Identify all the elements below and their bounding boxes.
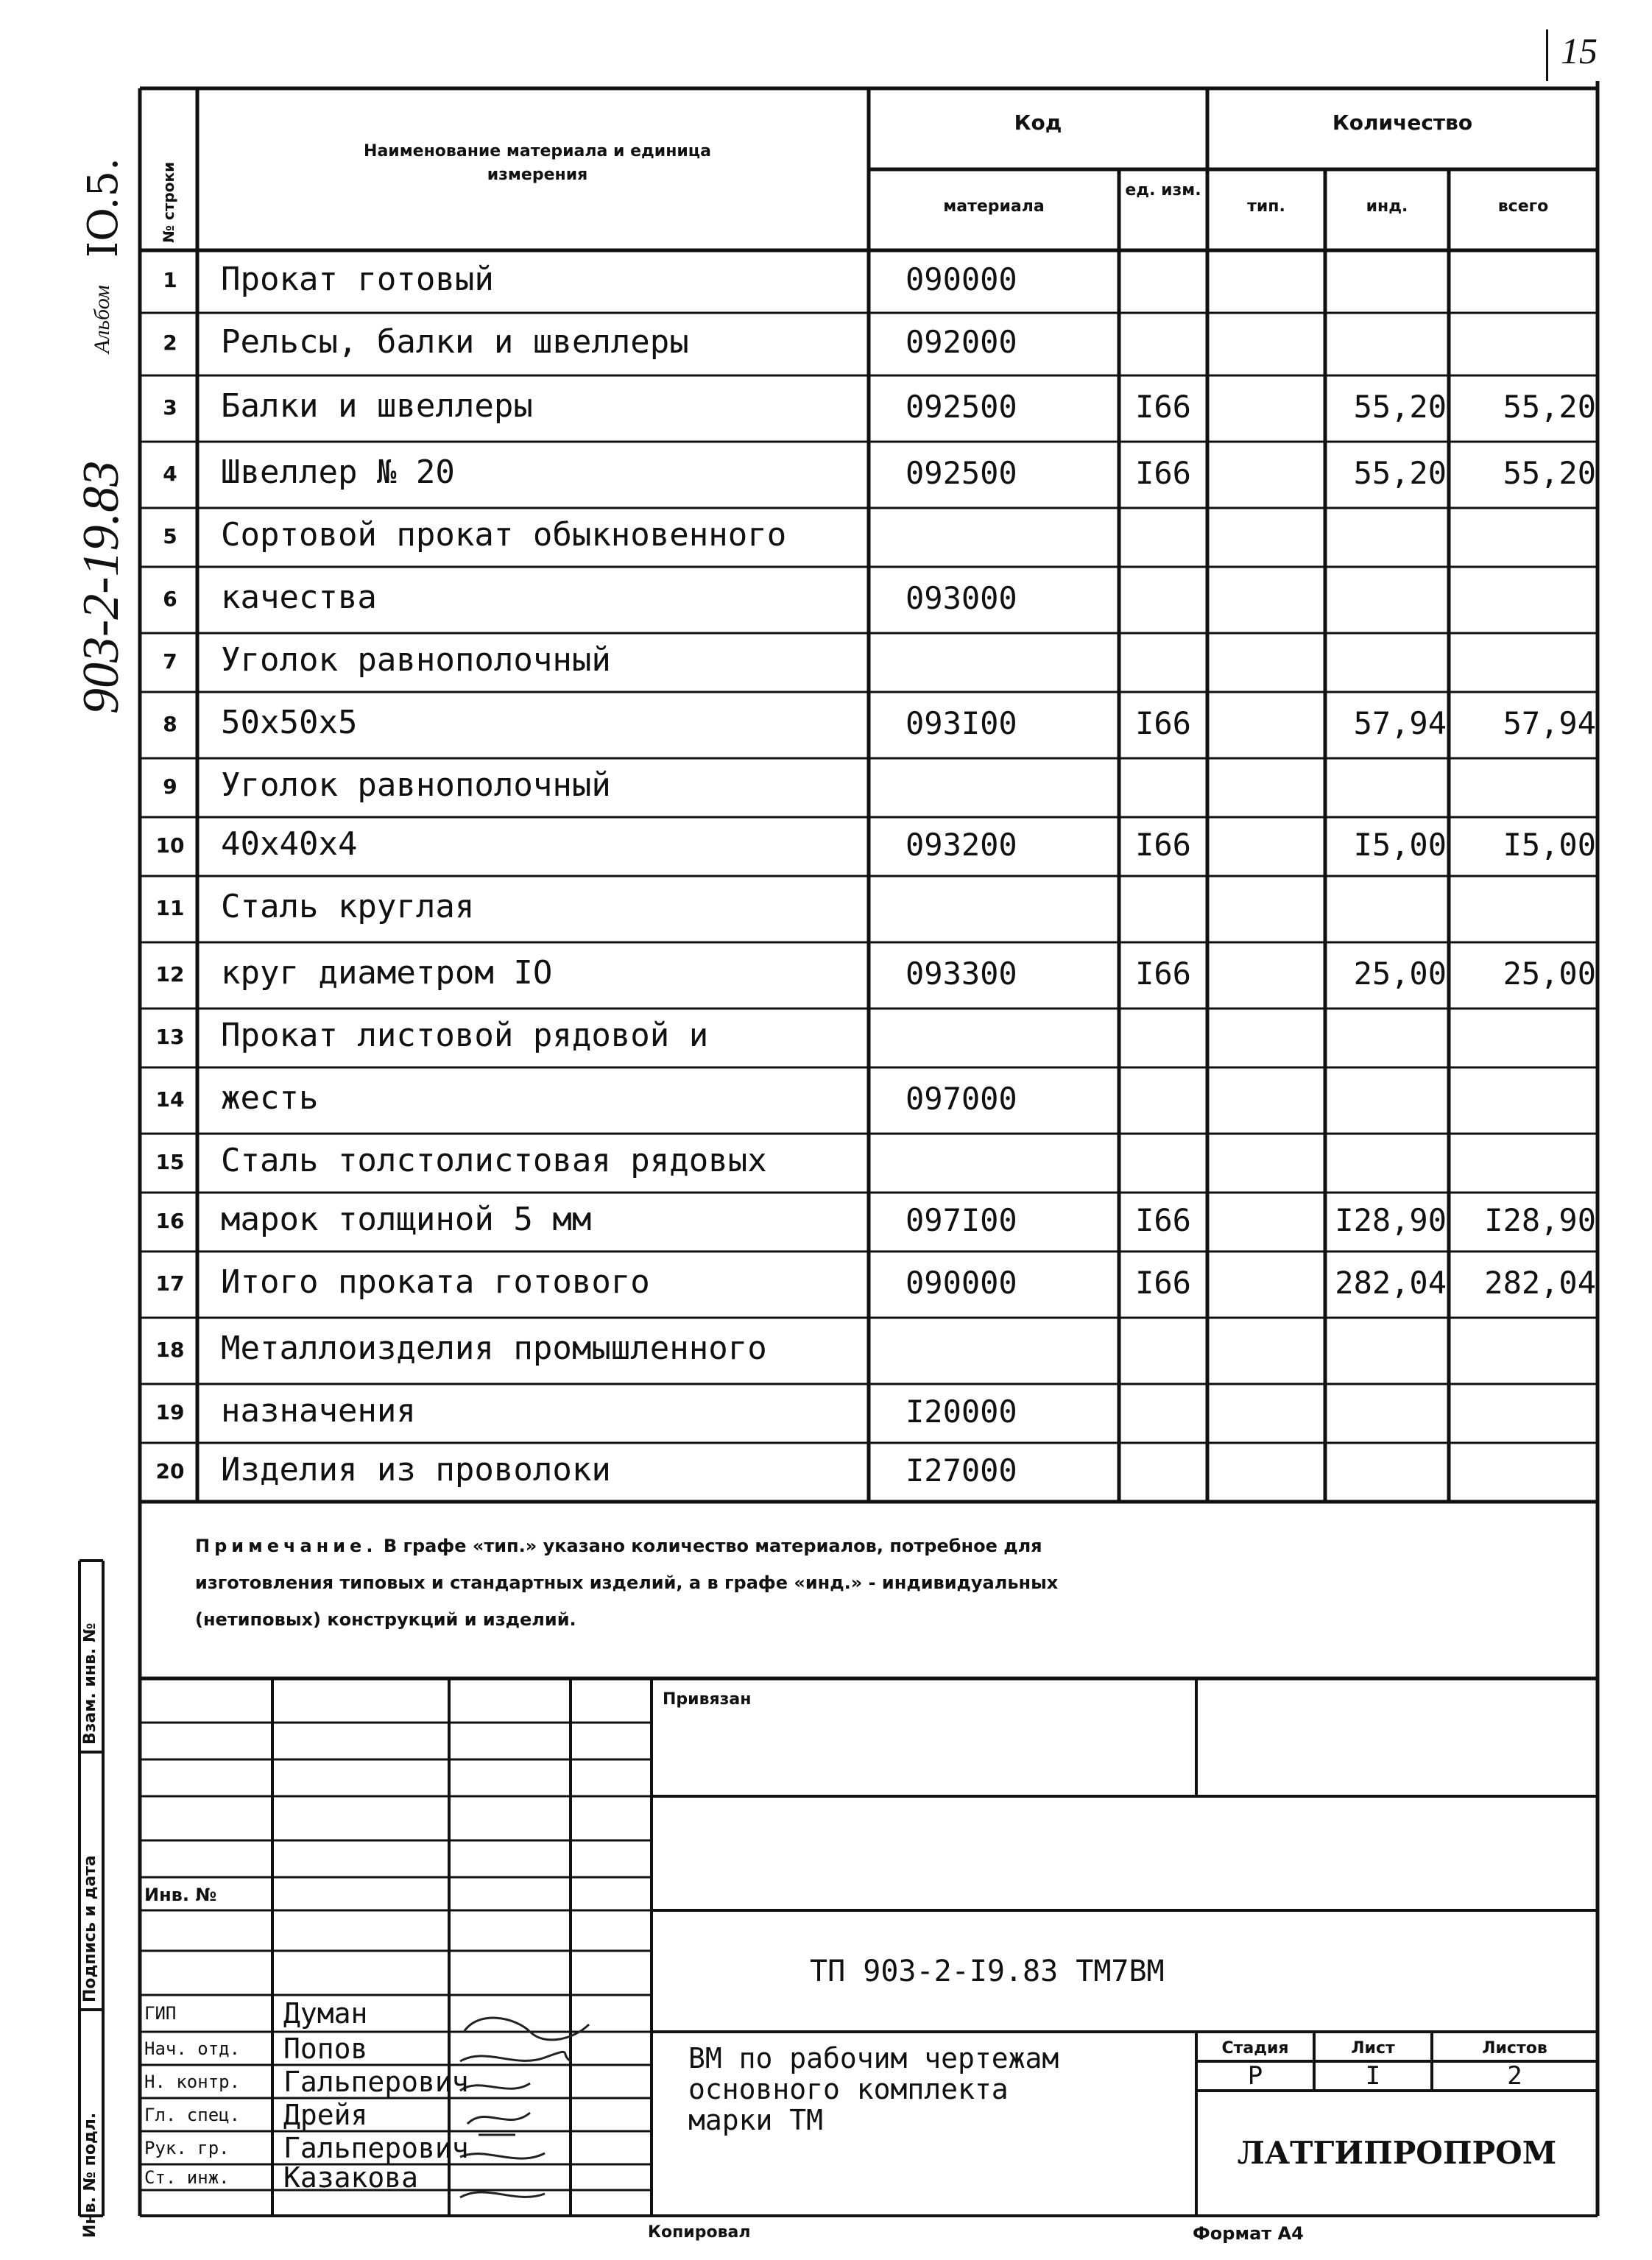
row-number: 7 <box>163 649 177 674</box>
doc-title-line3: марки ТМ <box>688 2104 824 2136</box>
signatory-role: ГИП <box>144 2003 177 2024</box>
code-group-header: Код <box>1014 110 1062 135</box>
material-name: Сортовой прокат обыкновенного <box>221 516 787 554</box>
doc-title-line2: основного комплекта <box>688 2073 1009 2105</box>
code-material-header: материала <box>943 197 1045 216</box>
material-name: жесть <box>221 1079 319 1117</box>
unit-code: I66 <box>1135 454 1191 491</box>
material-code: I20000 <box>906 1393 1017 1430</box>
privyazan-label: Привязан <box>663 1690 752 1709</box>
row-number: 4 <box>163 461 177 486</box>
note-title: Примечание. <box>195 1536 378 1556</box>
row-no-header: № строки <box>160 161 177 243</box>
material-name: назначения <box>221 1392 416 1430</box>
material-name: марок толщиной 5 мм <box>221 1201 592 1239</box>
stage-label: Стадия <box>1221 2039 1289 2058</box>
qty-total: I5,00 <box>1503 826 1596 863</box>
name-column-header: Наименование материала и единица измерения <box>364 142 711 184</box>
row-number: 11 <box>155 895 185 920</box>
row-number: 14 <box>155 1087 185 1112</box>
signatory-name: Казакова <box>283 2161 419 2194</box>
sheet-value: I <box>1365 2061 1381 2091</box>
material-code: I27000 <box>906 1452 1017 1489</box>
material-name: Уголок равнополочный <box>221 641 611 679</box>
qty-ind: 55,20 <box>1353 454 1447 491</box>
material-name: Прокат листовой рядовой и <box>221 1017 709 1055</box>
row-number: 16 <box>155 1208 185 1233</box>
album-label: Альбом <box>90 285 114 353</box>
stage-value: Р <box>1247 2061 1263 2091</box>
unit-code: I66 <box>1135 1201 1191 1238</box>
signatory-role: Рук. гр. <box>144 2137 230 2158</box>
margin-podpis: Подпись и дата <box>81 1855 99 2002</box>
qty-ind: 55,20 <box>1353 388 1447 425</box>
material-code: 092500 <box>906 454 1017 491</box>
qty-typ-header: тип. <box>1247 197 1285 216</box>
row-number: 1 <box>163 268 177 293</box>
qty-total: 282,04 <box>1484 1264 1596 1301</box>
unit-code: I66 <box>1135 955 1191 992</box>
material-name: Рельсы, балки и швеллеры <box>221 322 689 361</box>
signatory-role: Гл. спец. <box>144 2104 241 2125</box>
material-code: 092000 <box>906 324 1017 361</box>
code-unit-header: ед. изм. <box>1125 181 1201 199</box>
row-number: 3 <box>163 395 177 420</box>
material-name: Балки и швеллеры <box>221 387 533 425</box>
material-name: Сталь толстолистовая рядовых <box>221 1142 767 1180</box>
qty-total: 25,00 <box>1503 955 1596 992</box>
doc-title-line1: ВМ по рабочим чертежам <box>688 2042 1059 2074</box>
doc-title <box>688 2043 1059 2136</box>
material-code: 092500 <box>906 388 1017 425</box>
row-number: 15 <box>155 1149 185 1174</box>
material-name: 50x50x5 <box>221 704 358 742</box>
qty-total: 55,20 <box>1503 454 1596 491</box>
material-code: 093000 <box>906 579 1017 616</box>
material-name: Уголок равнополочный <box>221 766 611 805</box>
project-code: 903-2-19.83 <box>73 460 130 714</box>
sheets-value: 2 <box>1507 2061 1522 2091</box>
signatory-role: Н. контр. <box>144 2071 241 2092</box>
row-number: 20 <box>155 1458 185 1483</box>
row-number: 2 <box>163 331 177 356</box>
margin-vzam: Взам. инв. № <box>81 1622 99 1745</box>
qty-ind-header: инд. <box>1366 197 1408 216</box>
signatory-role: Нач. отд. <box>144 2038 241 2059</box>
note-line3: (нетиповых) конструкций и изделий. <box>195 1609 576 1630</box>
unit-code: I66 <box>1135 705 1191 741</box>
qty-ind: I28,90 <box>1335 1201 1447 1238</box>
signatory-role: Ст. инж. <box>144 2167 230 2188</box>
material-name: Сталь круглая <box>221 888 475 926</box>
unit-code: I66 <box>1135 826 1191 863</box>
album-value: IO.5. <box>80 158 127 258</box>
row-number: 12 <box>155 961 185 986</box>
qty-total: 55,20 <box>1503 388 1596 425</box>
row-number: 13 <box>155 1024 185 1049</box>
footer-copied: Копировал <box>648 2223 751 2242</box>
material-name: Металлоизделия промышленного <box>221 1329 767 1368</box>
qty-total-header: всего <box>1497 197 1549 216</box>
footer-format: Формат А4 <box>1193 2223 1304 2244</box>
material-name: Прокат готовый <box>221 260 494 298</box>
material-code: 093200 <box>906 826 1017 863</box>
row-number: 10 <box>155 833 185 858</box>
note-line2: изготовления типовых и стандартных изделий, а в графе «инд.» - индивидуальных <box>195 1572 1059 1593</box>
signatory-name: Попов <box>283 2032 368 2065</box>
material-code: 097000 <box>906 1080 1017 1117</box>
row-number: 5 <box>163 523 177 548</box>
signatory-name: Дрейя <box>283 2098 368 2131</box>
signatory-name: Гальперович <box>283 2065 469 2098</box>
row-number: 8 <box>163 711 177 736</box>
material-code: 090000 <box>906 261 1017 298</box>
material-name: Итого проката готового <box>221 1263 650 1302</box>
row-number: 6 <box>163 586 177 611</box>
sheet-label: Лист <box>1351 2039 1395 2058</box>
material-name: 40x40x4 <box>221 825 358 864</box>
qty-ind: I5,00 <box>1353 826 1447 863</box>
qty-ind: 57,94 <box>1353 705 1447 741</box>
material-name: Изделия из проволоки <box>221 1451 611 1489</box>
material-code: 093I00 <box>906 705 1017 741</box>
qty-group-header: Количество <box>1332 110 1473 135</box>
material-name: Швеллер № 20 <box>221 453 455 492</box>
qty-total: 57,94 <box>1503 705 1596 741</box>
inv-no-label: Инв. № <box>144 1885 217 1905</box>
row-number: 9 <box>163 774 177 799</box>
qty-total: I28,90 <box>1484 1201 1596 1238</box>
row-number: 18 <box>155 1337 185 1362</box>
material-code: 093300 <box>906 955 1017 992</box>
qty-ind: 282,04 <box>1335 1264 1447 1301</box>
margin-inv-podl: Инв. № подл. <box>81 2112 99 2238</box>
material-name: качества <box>221 579 377 617</box>
page-number: 15 <box>1561 30 1598 71</box>
sheets-label: Листов <box>1482 2039 1547 2058</box>
unit-code: I66 <box>1135 388 1191 425</box>
row-number: 19 <box>155 1399 185 1424</box>
unit-code: I66 <box>1135 1264 1191 1301</box>
organization: ЛАТГИПРОПРОМ <box>1237 2135 1557 2171</box>
doc-code: ТП 903-2-I9.83 ТМ7ВМ <box>810 1954 1165 1988</box>
material-name: круг диаметром IO <box>221 954 553 992</box>
row-number: 17 <box>155 1271 185 1296</box>
note-line1: В графе «тип.» указано количество материалов, потребное для <box>383 1536 1042 1556</box>
material-code: 097I00 <box>906 1201 1017 1238</box>
signatory-name: Думан <box>283 1997 368 2030</box>
material-code: 090000 <box>906 1264 1017 1301</box>
note <box>195 1528 1579 1638</box>
signatory-name: Гальперович <box>283 2131 469 2164</box>
qty-ind: 25,00 <box>1353 955 1447 992</box>
